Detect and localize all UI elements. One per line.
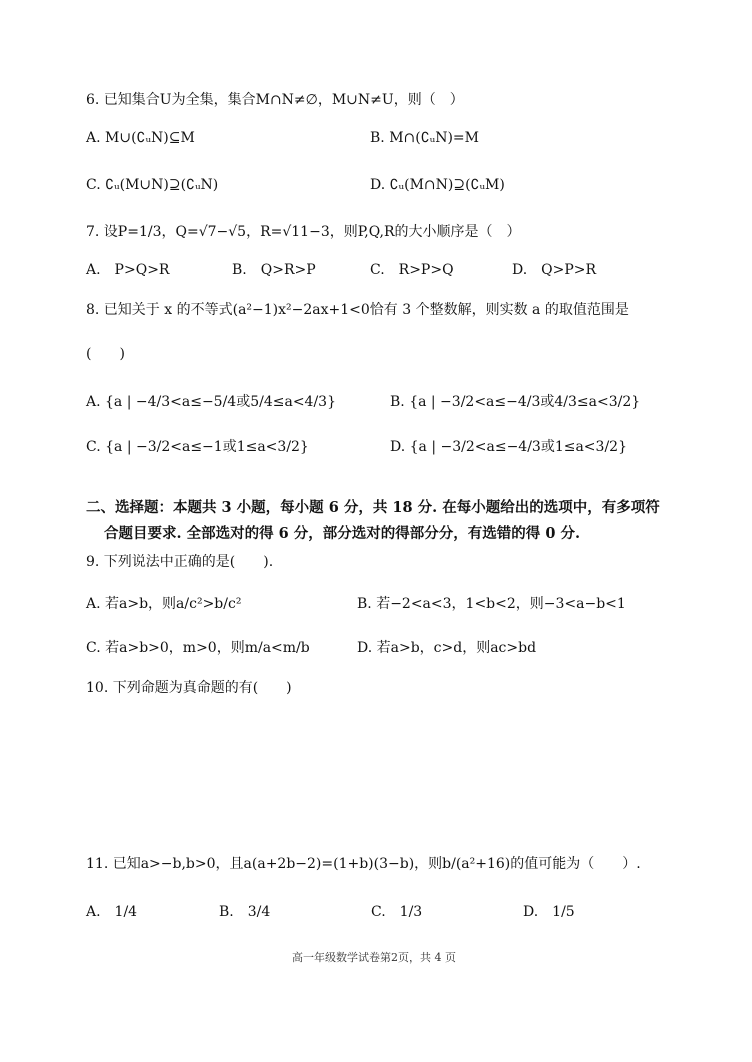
q9-option-d: D. 若a>b，c>d，则ac>bd xyxy=(357,640,537,656)
q9-option-c: C. 若a>b>0，m>0，则m/a<m/b xyxy=(86,640,310,656)
q9-option-a: A. 若a>b，则a/c²>b/c² xyxy=(86,596,242,612)
q8-option-a: A. {a | −4/3<a≤−5/4或5/4≤a<4/3} xyxy=(86,394,336,410)
q11-option-d: D. 1/5 xyxy=(523,904,575,920)
q6-option-c: C. ∁ᵤ(M∪N)⊇(∁ᵤN) xyxy=(86,177,219,193)
q11-stem: 11. 已知a>−b,b>0，且a(a+2b−2)=(1+b)(3−b)，则b/(a²+16)的值可能为（ ）. xyxy=(86,856,641,872)
q9-stem: 9. 下列说法中正确的是( ). xyxy=(86,554,274,570)
q8-option-b: B. {a | −3/2<a≤−4/3或4/3≤a<3/2} xyxy=(390,394,641,410)
q7-option-d: D. Q>P>R xyxy=(512,262,597,278)
q8-stem: 8. 已知关于 x 的不等式(a²−1)x²−2ax+1<0恰有 3 个整数解，则实数 a 的取值范围是 xyxy=(86,302,629,318)
section-2-line-2: 合题目要求. 全部选对的得 6 分，部分选对的得部分分，有选错的得 0 分. xyxy=(104,525,581,542)
q7-option-a: A. P>Q>R xyxy=(86,262,170,278)
q6-stem: 6. 已知集合U为全集，集合M∩N≠∅，M∪N≠U，则（ ） xyxy=(86,92,464,108)
page-footer: 高一年级数学试卷第2页，共 4 页 xyxy=(292,951,456,964)
q9-option-b: B. 若−2<a<3，1<b<2，则−3<a−b<1 xyxy=(357,596,626,612)
q11-option-c: C. 1/3 xyxy=(371,904,423,920)
q8-option-c: C. {a | −3/2<a≤−1或1≤a<3/2} xyxy=(86,439,309,455)
q7-option-c: C. R>P>Q xyxy=(370,262,454,278)
section-2-line-1: 二、选择题：本题共 3 小题，每小题 6 分，共 18 分. 在每小题给出的选项中，有多项符 xyxy=(86,499,660,516)
q11-option-b: B. 3/4 xyxy=(219,904,271,920)
q10-stem: 10. 下列命题为真命题的有( ) xyxy=(86,680,292,696)
q8-answer-bracket: ( ) xyxy=(86,346,125,362)
q7-stem: 7. 设P=1/3，Q=√7−√5，R=√11−3，则P,Q,R的大小顺序是（ ） xyxy=(86,224,521,240)
q6-option-b: B. M∩(∁ᵤN)=M xyxy=(370,130,479,146)
q7-option-b: B. Q>R>P xyxy=(232,262,316,278)
q11-option-a: A. 1/4 xyxy=(86,904,138,920)
q6-option-d: D. ∁ᵤ(M∩N)⊇(∁ᵤM) xyxy=(370,177,505,193)
q6-option-a: A. M∪(∁ᵤN)⊆M xyxy=(86,130,195,146)
q8-option-d: D. {a | −3/2<a≤−4/3或1≤a<3/2} xyxy=(390,439,627,455)
